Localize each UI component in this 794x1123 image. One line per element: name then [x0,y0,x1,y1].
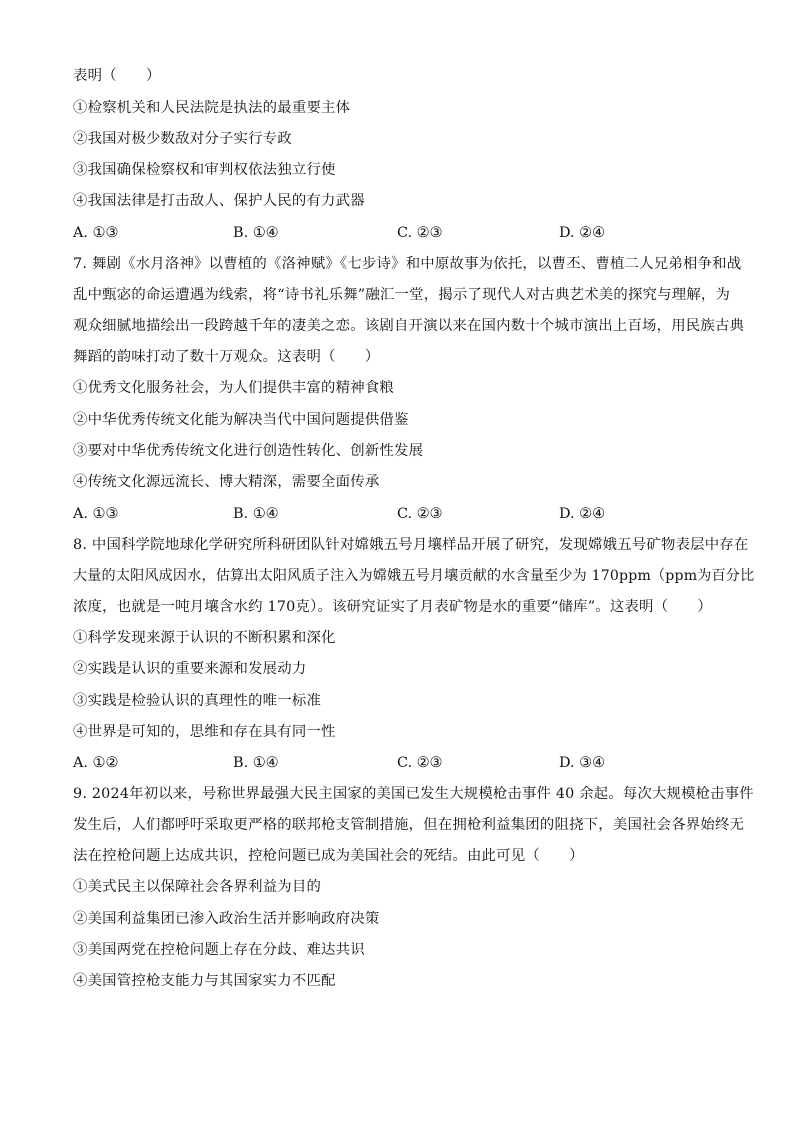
q6-stem-end: 表明（ ） [73,68,161,84]
q8-statement-4: ④世界是可知的，思维和存在具有同一性 [73,724,336,740]
q6-options [73,223,733,243]
q9-statement-4: ④美国管控枪支能力与其国家实力不匹配 [73,973,336,989]
q7-option-b[interactable]: B. ①④ [233,506,279,522]
q9-statement-2: ②美国利益集团已渗入政治生活并影响政府决策 [73,911,380,927]
q8-option-c[interactable]: C. ②③ [397,755,443,771]
q7-options [73,504,733,524]
q6-option-d[interactable]: D. ②④ [559,225,605,241]
q8-options [73,753,733,773]
q7-option-d[interactable]: D. ②④ [559,506,605,522]
q7-option-c[interactable]: C. ②③ [397,506,443,522]
q9-stem-line-3: 法在控枪问题上达成共识，控枪问题已成为美国社会的死结。由此可见（ ） [73,848,584,864]
q8-stem-line-3: 浓度，也就是一吨月壤含水约 170克）。该研究证实了月表矿物是水的重要“储库”。这表明（ ） [73,599,712,615]
q7-option-a[interactable]: A. ①③ [73,506,119,522]
q8-stem-line-2: 大量的太阳风成因水，估算出太阳风质子注入为嫦娥五号月壤贡献的水含量至少为 170ppm（ppm为百分比 [73,568,755,584]
q7-stem-line-4: 舞蹈的韵味打动了数十万观众。这表明（ ） [73,349,380,365]
q7-statement-3: ③要对中华优秀传统文化进行创造性转化、创新性发展 [73,443,424,459]
q6-option-b[interactable]: B. ①④ [233,225,279,241]
q8-option-b[interactable]: B. ①④ [233,755,279,771]
q7-stem-line-1: 7. 舞剧《水月洛神》以曹植的《洛神赋》《七步诗》和中原故事为依托，以曹丕、曹植二人兄弟相争和战 [73,256,742,272]
q7-statement-4: ④传统文化源远流长、博大精深，需要全面传承 [73,474,380,490]
q9-stem-line-1: 9. 2024年初以来，号称世界最强大民主国家的美国已发生大规模枪击事件 40 余起。每次大规模枪击事件 [73,786,754,802]
q9-statement-3: ③美国两党在控枪问题上存在分歧、难达共识 [73,942,365,958]
q8-stem-line-1: 8. 中国科学院地球化学研究所科研团队针对嫦娥五号月壤样品开展了研究，发现嫦娥五号矿物表层中存在 [73,537,749,553]
q8-option-d[interactable]: D. ③④ [559,755,605,771]
q9-statement-1: ①美式民主以保障社会各界利益为目的 [73,879,322,895]
q7-statement-1: ①优秀文化服务社会，为人们提供丰富的精神食粮 [73,380,394,396]
q7-stem-line-2: 乱中甄宓的命运遭遇为线索，将“诗书礼乐舞”融汇一堂，揭示了现代人对古典艺术美的探究与理解，为 [73,287,731,303]
q9-stem-line-2: 发生后，人们都呼吁采取更严格的联邦枪支管制措施，但在拥枪利益集团的阻挠下，美国社会各界始终无 [73,817,745,833]
q6-statement-3: ③我国确保检察权和审判权依法独立行使 [73,162,336,178]
q7-statement-2: ②中华优秀传统文化能为解决当代中国问题提供借鉴 [73,412,409,428]
q8-statement-1: ①科学发现来源于认识的不断积累和深化 [73,630,336,646]
q6-option-c[interactable]: C. ②③ [397,225,443,241]
q6-statement-4: ④我国法律是打击敌人、保护人民的有力武器 [73,193,365,209]
q8-statement-3: ③实践是检验认识的真理性的唯一标准 [73,693,322,709]
q6-option-a[interactable]: A. ①③ [73,225,119,241]
q7-stem-line-3: 观众细腻地描绘出一段跨越千年的凄美之恋。该剧自开演以来在国内数十个城市演出上百场，用民族古典 [73,318,745,334]
q8-option-a[interactable]: A. ①② [73,755,119,771]
q8-statement-2: ②实践是认识的重要来源和发展动力 [73,661,307,677]
q6-statement-1: ①检察机关和人民法院是执法的最重要主体 [73,100,351,116]
q6-statement-2: ②我国对极少数敌对分子实行专政 [73,131,292,147]
